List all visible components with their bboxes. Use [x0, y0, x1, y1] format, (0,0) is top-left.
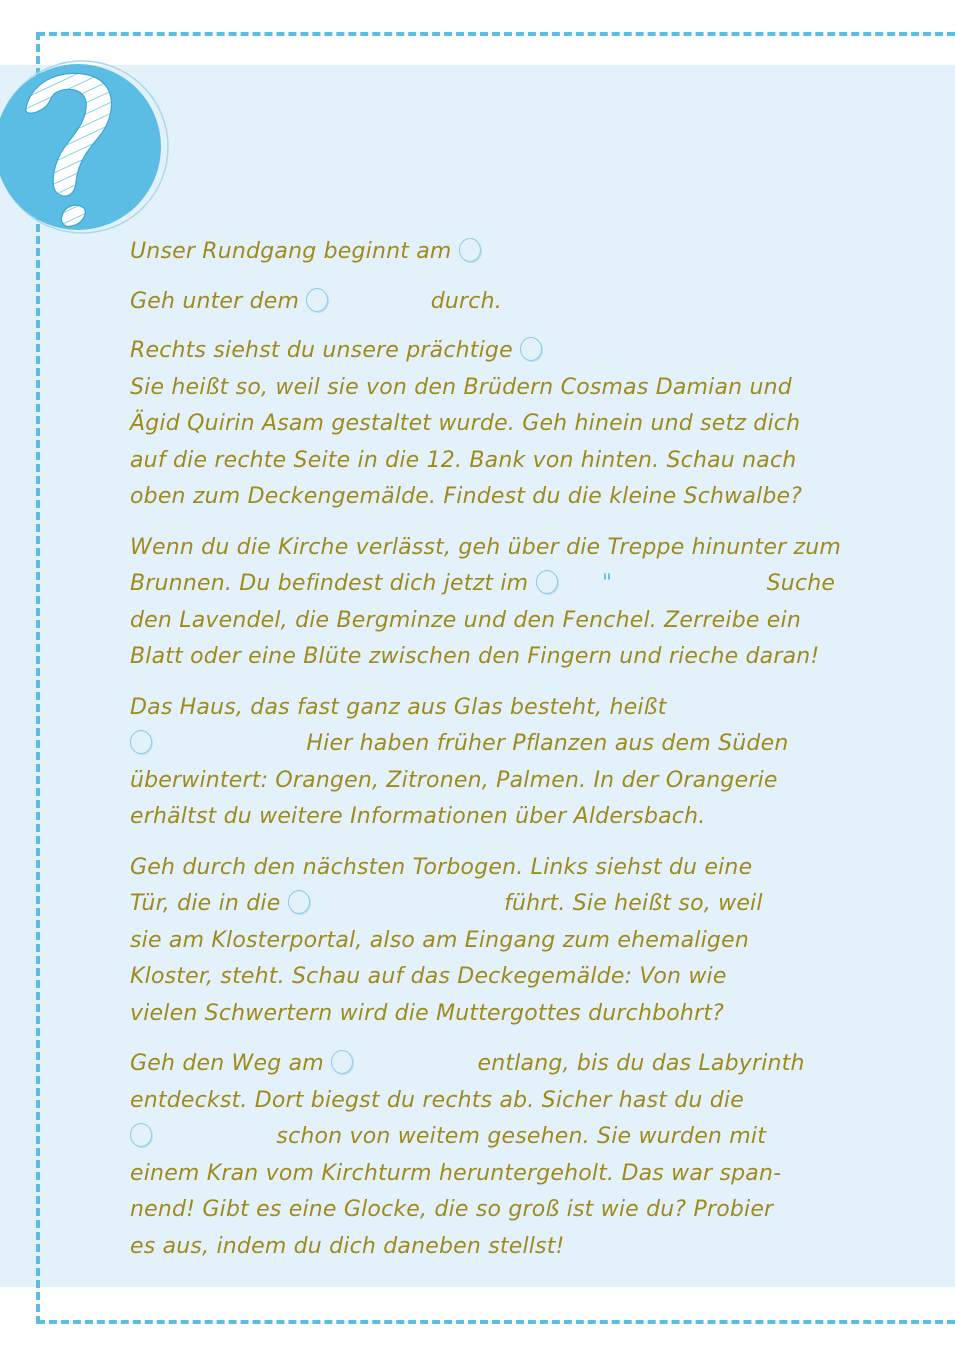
text-line: den Lavendel, die Bergminze und den Fenchel. Zerreibe ein	[130, 607, 801, 633]
tour-text	[130, 234, 870, 1279]
answer-blank-circle[interactable]	[520, 337, 542, 361]
text-line: Rechts siehst du unsere prächtige	[130, 333, 870, 370]
answer-blank-circle[interactable]	[536, 570, 558, 594]
answer-blank-circle[interactable]	[130, 730, 152, 754]
text-line: nend! Gibt es eine Glocke, die so groß ist wie du? Probier	[130, 1197, 774, 1222]
text-line: Tür, die in die führt. Sie heißt so, weil	[130, 891, 763, 916]
text-line: erhältst du weitere Informationen über Aldersbach.	[130, 804, 706, 829]
text-line: Das Haus, das fast ganz aus Glas besteht, heißt	[130, 694, 667, 720]
answer-blank-circle[interactable]	[130, 1123, 152, 1147]
quote-mark: "	[601, 571, 613, 596]
text-line: oben zum Deckengemälde. Findest du die kleine Schwalbe?	[130, 484, 803, 509]
text-line: sie am Klosterportal, also am Eingang zum ehemaligen	[130, 927, 749, 953]
paragraph-5	[130, 690, 870, 836]
dashed-border-bottom	[37, 1320, 955, 1324]
text-line: Hier haben früher Pflanzen aus dem Süden	[130, 726, 870, 763]
paragraph-3	[130, 333, 870, 516]
text-line: schon von weitem gesehen. Sie wurden mit	[130, 1119, 870, 1156]
text-line: Brunnen. Du befindest dich jetzt im " Suche	[130, 571, 836, 596]
paragraph-1	[130, 234, 870, 271]
text-line: auf die rechte Seite in die 12. Bank von hinten. Schau nach	[130, 447, 797, 473]
question-mark-icon	[0, 58, 170, 236]
text-line: Wenn du die Kirche verlässt, geh über die Treppe hinunter zum	[130, 534, 842, 560]
answer-blank-circle[interactable]	[288, 890, 310, 914]
text-line: überwintert: Orangen, Zitronen, Palmen. In der Orangerie	[130, 767, 778, 793]
text-line: einem Kran vom Kirchturm heruntergeholt. Das war span-	[130, 1160, 782, 1186]
text-line: vielen Schwertern wird die Muttergottes durchbohrt?	[130, 1000, 725, 1026]
paragraph-4	[130, 530, 870, 676]
answer-blank-circle[interactable]	[306, 288, 328, 312]
paragraph-6	[130, 850, 870, 1033]
text-line: Blatt oder eine Blüte zwischen den Fingern und rieche daran!	[130, 644, 820, 669]
text-line: Unser Rundgang beginnt am	[130, 234, 870, 271]
text-line: Geh durch den nächsten Torbogen. Links siehst du eine	[130, 854, 753, 880]
text-line: entdeckst. Dort biegst du rechts ab. Sicher hast du die	[130, 1087, 744, 1113]
text-line: Kloster, steht. Schau auf das Deckegemälde: Von wie	[130, 964, 727, 989]
text-line: Geh den Weg am entlang, bis du das Labyrinth	[130, 1051, 805, 1076]
text-line: Sie heißt so, weil sie von den Brüdern Cosmas Damian und	[130, 374, 792, 400]
answer-blank-circle[interactable]	[459, 238, 481, 262]
paragraph-7	[130, 1046, 870, 1265]
text-line: Geh unter dem durch.	[130, 288, 502, 314]
text-line: Ägid Quirin Asam gestaltet wurde. Geh hinein und setz dich	[130, 411, 801, 436]
dashed-border-top	[37, 32, 955, 36]
answer-blank-circle[interactable]	[331, 1050, 353, 1074]
paragraph-2	[130, 284, 870, 321]
text-line: es aus, indem du dich daneben stellst!	[130, 1233, 565, 1259]
